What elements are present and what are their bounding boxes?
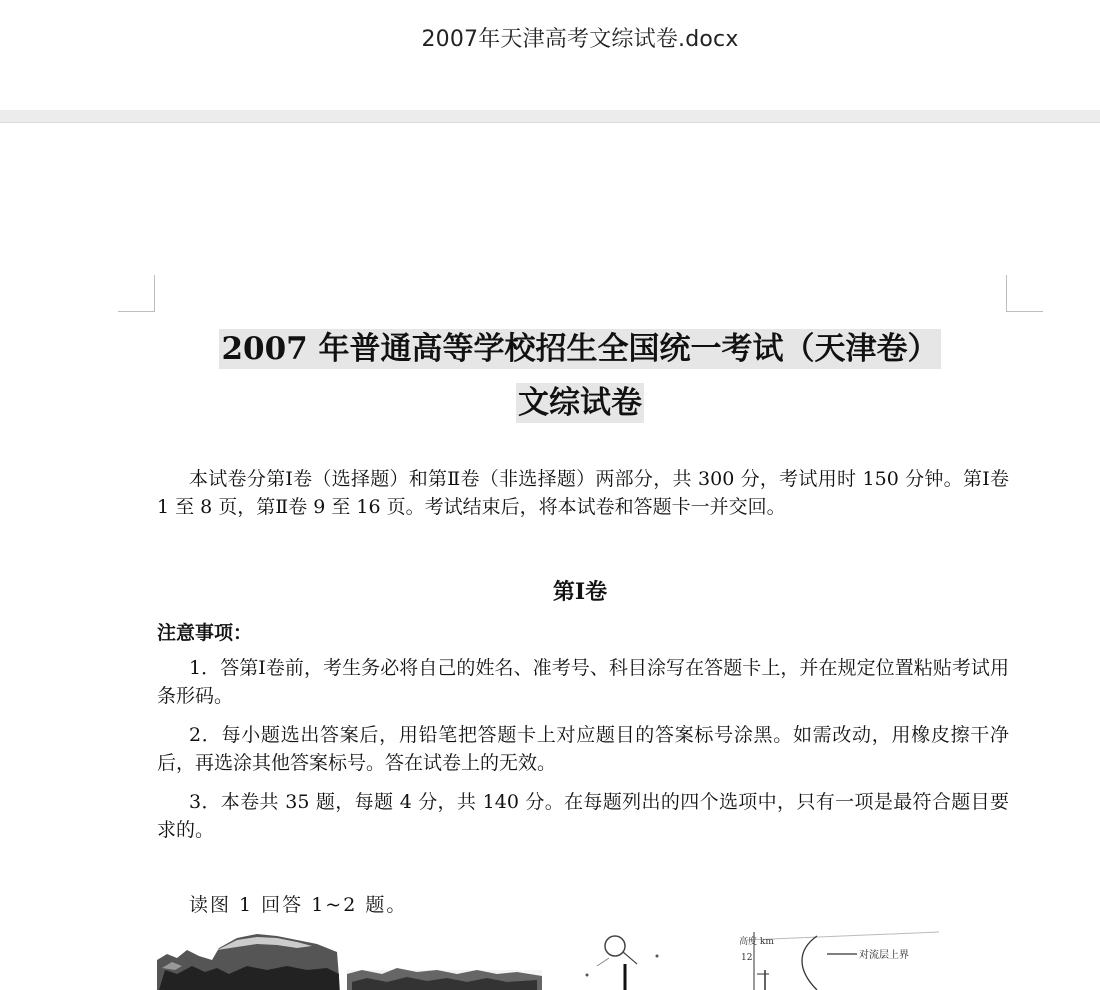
tick-label: 12 (741, 953, 753, 963)
mountain-landscape-panel (157, 934, 340, 990)
note-item: 1．答第Ⅰ卷前，考生务必将自己的姓名、准考号、科目涂写在答题卡上，并在规定位置粘贴考试用条形码。 (157, 657, 1009, 707)
document-filename: 2007年天津高考文综试卷.docx (421, 27, 739, 52)
note-item: 2．每小题选出答案后，用铅笔把答题卡上对应题目的答案标号涂黑。如需改动，用橡皮擦干净后，再选涂其他答案标号。答在试卷上的无效。 (157, 724, 1009, 774)
exam-subtitle-text: 文综试卷 (518, 385, 642, 421)
annotation-label: 对流层上界 (859, 950, 909, 961)
exam-title-text: 2007 年普通高等学校招生全国统一考试（天津卷） (221, 331, 939, 367)
toolbar-divider (0, 110, 1100, 123)
title-bar (0, 0, 1100, 110)
section-heading: 第Ⅰ卷 (552, 579, 608, 605)
read-figure-instruction: 读图 1 回答 1~2 题。 (189, 894, 408, 916)
terrain-panel (347, 968, 542, 990)
sun-diagram-panel (586, 936, 659, 990)
document-page[interactable] (0, 123, 1100, 990)
atmosphere-height-panel (739, 932, 939, 990)
axis-label: 高度 km (739, 937, 774, 947)
margin-corner-top-left (118, 275, 155, 312)
note-item: 3．本卷共 35 题，每题 4 分，共 140 分。在每题列出的四个选项中，只有一项是最符合题目要求的。 (157, 791, 1009, 841)
exam-title (0, 323, 1100, 368)
notes-heading: 注意事项： (157, 622, 253, 644)
figure-1-illustration (157, 930, 939, 990)
margin-corner-top-right (1006, 275, 1043, 312)
exam-subtitle (0, 377, 1100, 422)
intro-paragraph: 本试卷分第Ⅰ卷（选择题）和第Ⅱ卷（非选择题）两部分，共 300 分，考试用时 150 分钟。第Ⅰ卷 1 至 8 页，第Ⅱ卷 9 至 16 页。考试结束后，将本试卷和答题卡一并交回。 (157, 468, 1009, 518)
figure-1-image (157, 930, 939, 990)
